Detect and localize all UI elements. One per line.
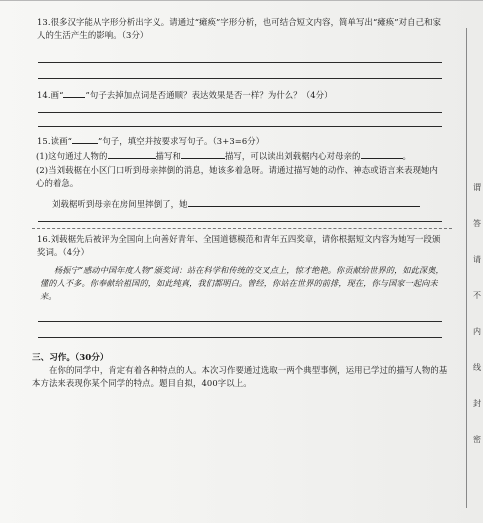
binding-line [466, 28, 467, 508]
answer-line-13b[interactable] [38, 78, 442, 79]
q15-p1-c: 描写，可以读出刘载椐内心对母亲的 [224, 151, 361, 161]
q15-p2-blank[interactable] [188, 197, 420, 207]
question-15 [37, 134, 445, 148]
q15-p1-d: 。 [402, 151, 412, 161]
question-15-part-2: (2)当刘载椐在小区门口听到母亲摔倒的消息，她该多着急呀。请通过描写她的动作、神态或语言来表现她内心的着急。 [36, 165, 439, 188]
answer-line-14b[interactable] [38, 126, 442, 127]
section-3-instructions: 在你的同学中，肯定有着各种特点的人。本次习作要通过选取一两个典型事例，运用已学过的描写人物的基本方法来表现你某个同学的特点。题目自拟，400字以上。 [32, 365, 448, 388]
divider [32, 228, 452, 229]
question-15-prefix: 15.读画“ [37, 136, 72, 146]
question-14-suffix: ”句子去掉加点词是否通顺？表达效果是否一样？为什么？（4分） [85, 90, 333, 100]
q15-p2-lead: 刘载椐听到母亲在房间里摔倒了，她 [52, 199, 188, 209]
q15-blank-3[interactable] [361, 149, 403, 159]
answer-line-15[interactable] [38, 221, 442, 222]
question-15-part-1 [36, 149, 444, 163]
answer-line-14a[interactable] [38, 112, 442, 113]
q15-p1-a: (1)这句通过人物的 [36, 151, 108, 161]
q15-p1-b: 描写和 [155, 151, 181, 161]
question-15-suffix: ”句子，填空并按要求写句子。（3+3=6分） [97, 136, 265, 146]
top-edge [0, 0, 483, 1]
margin-char: 谓 [473, 183, 481, 192]
question-14-blank[interactable] [63, 88, 85, 98]
margin-char: 内 [473, 327, 481, 336]
award-quote: 杨振宁“感动中国年度人物”颁奖词：站在科学和传统的交叉点上，惊才绝艳。你贡献给世界的，如此深奥，懂的人不多。你奉献给祖国的，如此纯真，我们都明白。曾经，你站在世界的前排，现在，你与国家一起向未来。 [40, 265, 444, 301]
question-13: 13.很多汉字能从字形分析出字义。请通过“瘫痪”字形分析，也可结合短文内容，简单写出“瘫痪”对自己和家人的生活产生的影响。（3分） [37, 17, 442, 40]
margin-char: 线 [473, 363, 481, 372]
answer-line-13a[interactable] [38, 62, 442, 63]
margin-char: 封 [473, 399, 481, 408]
question-14-prefix: 14.画“ [37, 90, 64, 100]
margin-char: 请 [473, 255, 481, 264]
question-15-blank[interactable] [72, 134, 98, 144]
answer-line-16b[interactable] [38, 337, 442, 338]
section-3-heading: 三、习作。（30分） [32, 353, 109, 363]
q15-blank-2[interactable] [181, 149, 225, 159]
question-15-part-2-lead [52, 197, 448, 211]
binding-margin-text [471, 170, 483, 458]
margin-char: 不 [473, 291, 481, 300]
question-16: 16.刘载椐先后被评为全国向上向善好青年、全国道德模范和青年五四奖章，请你根据短文内容为她写一段颁奖词。（4分） [37, 234, 441, 257]
answer-line-16a[interactable] [38, 321, 442, 322]
margin-char: 答 [473, 219, 481, 228]
question-14 [37, 88, 445, 102]
margin-char: 密 [473, 435, 481, 444]
q15-blank-1[interactable] [108, 149, 156, 159]
